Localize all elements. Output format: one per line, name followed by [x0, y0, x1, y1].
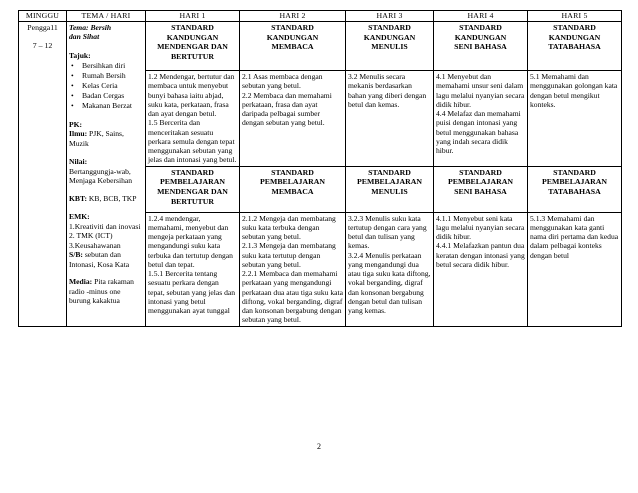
- nilai-label: Nilai:: [69, 157, 88, 167]
- standard-kandungan-header-row: [19, 22, 622, 71]
- sp-body-hari-5: 5.1.3 Memahami dan menggunakan kata ganti nama diri pertama dan kedua dalam pelbagai konteks dengan betul: [528, 212, 622, 326]
- header-hari-1: HARI 1: [146, 11, 240, 22]
- sp-header-hari-1: STANDARD PEMBELAJARAN MENDENGAR DAN BERTUTUR: [146, 166, 240, 212]
- header-tema: TEMA / HARI: [67, 11, 146, 22]
- pk-label: PK:: [69, 119, 83, 129]
- header-hari-3: HARI 3: [346, 11, 434, 22]
- sp-header-hari-5: STANDARD PEMBELAJARAN TATABAHASA: [528, 166, 622, 212]
- tajuk-item: • Badan Cergas: [69, 91, 143, 101]
- tema-cell: [67, 22, 146, 327]
- sk-body-hari-5: 5.1 Memahami dan menggunakan golongan kata dengan betul mengikut konteks.: [528, 71, 622, 167]
- sk-header-hari-1: STANDARD KANDUNGAN MENDENGAR DAN BERTUTUR: [146, 22, 240, 71]
- sp-body-hari-2: 2.1.2 Mengeja dan membatang suku kata terbuka dengan sebutan yang betul. 2.1.3 Mengeja dan membatang suku kata tertutup dengan sebutan yang betul. 2.2.1 Membaca dan memahami perkataan yang mengandungi perkataan dua atau tiga suku kata diftong, vokal berganding, digraf dan konsonan bergabung dengan sebutan yang betul.: [240, 212, 346, 326]
- nilai-value: Bertanggungja-wab, Menjaga Kebersihan: [69, 166, 133, 186]
- emk-label: EMK:: [69, 212, 90, 222]
- kbt-line: KBT: KB, BCB, TKP: [69, 193, 137, 203]
- sp-header-hari-3: STANDARD PEMBELAJARAN MENULIS: [346, 166, 434, 212]
- tajuk-list: [69, 61, 143, 110]
- sk-body-hari-4: 4.1 Menyebut dan memahami unsur seni dalam lagu melalui nyanyian secara didik hibur. 4.4 Melafaz dan memahami puisi dengan intonasi yang betul menggunakan bahasa yang indah secara didik hibur.: [434, 71, 528, 167]
- minggu-range: 7 – 12: [32, 41, 53, 51]
- sk-body-hari-2: 2.1 Asas membaca dengan sebutan yang betul. 2.2 Membaca dan memahami perkataan, frasa dan ayat daripada pelbagai sumber dengan sebutan yang betul.: [240, 71, 346, 167]
- sk-body-hari-1: 1.2 Mendengar, bertutur dan membaca untuk menyebut bunyi bahasa iaitu abjad, suku kata, perkataan, frasa dan ayat dengan betul. 1.5 Bercerita dan menceritakan sesuatu perkara semula dengan tepat menggunakan sebutan yang jelas dan intonasi yang betul.: [146, 71, 240, 167]
- media-line: Media: Pita rakaman radio -minus one burung kakaktua: [69, 277, 134, 306]
- sk-header-hari-3: STANDARD KANDUNGAN MENULIS: [346, 22, 434, 71]
- minggu-cell: [19, 22, 67, 327]
- header-minggu: MINGGU: [19, 11, 67, 22]
- header-hari-2: HARI 2: [240, 11, 346, 22]
- page-number: 2: [317, 442, 321, 451]
- sp-body-hari-4: 4.1.1 Menyebut seni kata lagu melalui nyanyian secara didik hibur. 4.4.1 Melafazkan pantun dua keratan dengan intonasi yang betul secara didik hibur.: [434, 212, 528, 326]
- lesson-plan-table: [18, 10, 622, 327]
- sk-body-hari-3: 3.2 Menulis secara mekanis berdasarkan bahan yang diberi dengan betul dan kemas.: [346, 71, 434, 167]
- tajuk-item: • Bersihkan diri: [69, 61, 143, 71]
- tema-title-2: dan Sihat: [69, 32, 100, 42]
- sk-header-hari-2: STANDARD KANDUNGAN MEMBACA: [240, 22, 346, 71]
- tema-title-1: Tema: Bersih: [69, 23, 112, 32]
- minggu-label: Pengga11: [27, 23, 58, 32]
- sb-line: S/B: sebutan dan Intonasi, Kosa Kata: [69, 250, 130, 269]
- emk-value: 1.Kreativiti dan inovasi 2. TMK (ICT) 3.Keusahawanan: [69, 221, 141, 250]
- tajuk-item: • Makanan Berzat: [69, 101, 143, 111]
- sk-header-hari-5: STANDARD KANDUNGAN TATABAHASA: [528, 22, 622, 71]
- tajuk-label: Tajuk:: [69, 50, 91, 60]
- header-hari-4: HARI 4: [434, 11, 528, 22]
- table-header-row: [19, 11, 622, 22]
- sp-body-hari-1: 1.2.4 mendengar, memahami, menyebut dan mengeja perkataan yang mengandungi suku kata terbuka dan tertutup dengan betul dan tepat. 1.5.1 Bercerita tentang sesuatu perkara dengan tepat, sebutan yang jelas dan intonasi yang betul menggunakan ayat tunggal: [146, 212, 240, 326]
- sp-header-hari-4: STANDARD PEMBELAJARAN SENI BAHASA: [434, 166, 528, 212]
- tajuk-item: • Rumah Bersih: [69, 71, 143, 81]
- sp-header-hari-2: STANDARD PEMBELAJARAN MEMBACA: [240, 166, 346, 212]
- ilmu-line: Ilmu: PJK, Sains, Muzik: [69, 129, 124, 148]
- sp-body-hari-3: 3.2.3 Menulis suku kata tertutup dengan cara yang betul dan tulisan yang kemas. 3.2.4 Menulis perkataan yang mengandungi dua atau tiga suku kata diftong, vokal berganding, digraf dan konsonan bergabung dengan betul dan tulisan yang kemas.: [346, 212, 434, 326]
- sk-header-hari-4: STANDARD KANDUNGAN SENI BAHASA: [434, 22, 528, 71]
- tajuk-item: • Kelas Ceria: [69, 81, 143, 91]
- header-hari-5: HARI 5: [528, 11, 622, 22]
